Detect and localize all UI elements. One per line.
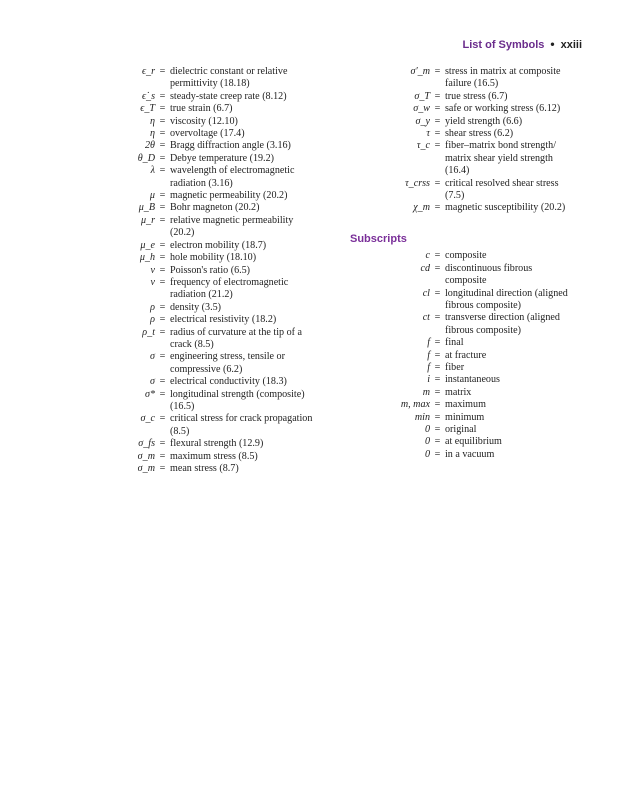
definition: maximum — [445, 399, 486, 411]
symbol: cd — [420, 262, 430, 274]
definition: final — [445, 337, 464, 349]
symbol: σ — [150, 351, 155, 363]
equals-sign: = — [159, 351, 166, 363]
equals-sign: = — [434, 411, 441, 423]
symbol: ν — [150, 264, 155, 276]
definition: transverse direction (aligned fibrous composite) — [445, 312, 560, 336]
symbol: ct — [422, 312, 430, 324]
symbol: η — [149, 128, 155, 140]
symbol-list-left — [120, 66, 320, 475]
equals-sign: = — [159, 152, 166, 164]
definition: Bragg diffraction angle (3.16) — [170, 140, 291, 152]
equals-sign: = — [434, 128, 441, 140]
equals-sign: = — [159, 438, 166, 450]
equals-sign: = — [159, 103, 166, 115]
symbol-entry — [120, 103, 320, 115]
symbol: σ_c — [140, 413, 155, 425]
equals-sign: = — [434, 312, 441, 324]
equals-sign: = — [159, 239, 166, 251]
symbol: μ_h — [139, 252, 155, 264]
symbol: 0 — [424, 436, 430, 448]
symbol-entry — [350, 387, 580, 399]
definition: critical stress for crack propagation (8.5) — [170, 413, 313, 437]
symbol: ρ — [150, 314, 155, 326]
symbol-entry — [120, 314, 320, 326]
definition: composite — [445, 250, 487, 262]
definition: electrical conductivity (18.3) — [170, 376, 287, 388]
definition: wavelength of electromagnetic radiation (3.16) — [170, 165, 295, 189]
symbol-entry — [350, 374, 580, 386]
equals-sign: = — [434, 140, 441, 152]
symbol-entry — [350, 263, 580, 288]
symbol: τ_crss — [405, 177, 430, 189]
equals-sign: = — [159, 450, 166, 462]
definition: original — [445, 423, 477, 435]
symbol-entry — [120, 252, 320, 264]
equals-sign: = — [434, 103, 441, 115]
symbol-entry — [120, 389, 320, 414]
definition: electrical resistivity (18.2) — [170, 314, 277, 326]
symbol: f — [427, 337, 430, 349]
symbol: ρ_t — [142, 326, 155, 338]
definition: longitudinal strength (composite) (16.5) — [170, 388, 305, 412]
symbol: θ_D — [137, 152, 155, 164]
definition: minimum — [445, 411, 485, 423]
symbol: η — [149, 115, 155, 127]
subscript-list — [350, 250, 580, 461]
symbol-entry — [120, 438, 320, 450]
symbol-entry — [120, 376, 320, 388]
symbol-entry — [120, 240, 320, 252]
definition: in a vacuum — [445, 448, 495, 460]
symbol: μ — [149, 190, 155, 202]
symbol-entry — [120, 116, 320, 128]
equals-sign: = — [434, 262, 441, 274]
equals-sign: = — [434, 66, 441, 77]
definition: electron mobility (18.7) — [170, 239, 267, 251]
symbol-entry — [120, 413, 320, 438]
symbol: 0 — [424, 448, 430, 460]
equals-sign: = — [159, 376, 166, 388]
definition: radius of curvature at the tip of a crack (8.5) — [170, 326, 303, 350]
definition: critical resolved shear stress (7.5) — [445, 177, 559, 202]
definition: maximum stress (8.5) — [170, 450, 258, 462]
symbol: ϵ̇_s — [141, 90, 155, 102]
symbol-entry — [350, 350, 580, 362]
equals-sign: = — [159, 128, 166, 140]
equals-sign: = — [159, 190, 166, 202]
symbol-entry — [350, 116, 580, 128]
definition: at equilibrium — [445, 436, 502, 448]
symbol: 2θ — [144, 140, 155, 152]
definition: dielectric constant or relative permittivity (18.18) — [170, 66, 288, 90]
symbol-entry — [120, 153, 320, 165]
definition: fiber — [445, 361, 465, 373]
equals-sign: = — [159, 326, 166, 338]
symbol-entry — [350, 103, 580, 115]
symbol-entry — [120, 190, 320, 202]
left-column — [120, 66, 320, 475]
symbol: cl — [422, 287, 430, 299]
definition: true strain (6.7) — [170, 103, 233, 115]
symbol-entry — [350, 399, 580, 411]
symbol-entry — [350, 178, 580, 203]
equals-sign: = — [434, 90, 441, 102]
definition: stress in matrix at composite failure (16.5) — [445, 66, 561, 90]
symbol: σ_fs — [138, 438, 155, 450]
equals-sign: = — [434, 423, 441, 435]
equals-sign: = — [434, 115, 441, 127]
symbol: ρ — [150, 301, 155, 313]
symbol-entry — [350, 424, 580, 436]
symbol-entry — [350, 337, 580, 349]
definition: safe or working stress (6.12) — [445, 103, 561, 115]
equals-sign: = — [159, 388, 166, 400]
definition: overvoltage (17.4) — [170, 128, 245, 140]
symbol-entry — [120, 463, 320, 475]
page-number: xxiii — [560, 39, 582, 51]
equals-sign: = — [434, 448, 441, 460]
header-separator: • — [550, 37, 555, 51]
symbol: μ_e — [140, 239, 155, 251]
symbol: ν — [150, 276, 155, 288]
symbol-entry — [120, 302, 320, 314]
equals-sign: = — [159, 301, 166, 313]
symbol: f — [427, 349, 430, 361]
definition: instantaneous — [445, 374, 500, 386]
symbol: τ_c — [416, 140, 430, 152]
symbol: 0 — [424, 423, 430, 435]
symbol: σ_y — [415, 115, 430, 127]
symbol-entry — [120, 351, 320, 376]
equals-sign: = — [159, 66, 166, 77]
symbol: λ — [150, 165, 155, 177]
symbol-entry — [120, 277, 320, 302]
definition: Bohr magneton (20.2) — [170, 202, 260, 214]
equals-sign: = — [159, 140, 166, 152]
symbol-entry — [350, 312, 580, 337]
equals-sign: = — [159, 413, 166, 425]
equals-sign: = — [159, 314, 166, 326]
definition: frequency of electromagnetic radiation (21.2) — [170, 276, 289, 301]
symbol: f — [427, 361, 430, 373]
equals-sign: = — [159, 165, 166, 177]
equals-sign: = — [434, 374, 441, 386]
definition: relative magnetic permeability (20.2) — [170, 214, 294, 239]
definition: Poisson's ratio (6.5) — [170, 264, 251, 276]
equals-sign: = — [159, 90, 166, 102]
symbol-entry — [350, 202, 580, 214]
symbol-list-right — [350, 66, 580, 215]
equals-sign: = — [159, 214, 166, 226]
symbol-entry — [120, 215, 320, 240]
equals-sign: = — [159, 202, 166, 214]
symbol-entry — [120, 451, 320, 463]
symbol: σ — [150, 376, 155, 388]
definition: flexural strength (12.9) — [170, 438, 264, 450]
definition: mean stress (8.7) — [170, 463, 239, 474]
equals-sign: = — [434, 337, 441, 349]
equals-sign: = — [434, 436, 441, 448]
definition: magnetic susceptibility (20.2) — [445, 202, 566, 214]
symbol-entry — [350, 449, 580, 461]
symbol-entry — [120, 265, 320, 277]
equals-sign: = — [434, 287, 441, 299]
definition: at fracture — [445, 349, 487, 361]
definition: yield strength (6.6) — [445, 115, 523, 127]
equals-sign: = — [159, 264, 166, 276]
equals-sign: = — [159, 463, 166, 474]
equals-sign: = — [434, 399, 441, 411]
definition: longitudinal direction (aligned fibrous composite) — [445, 287, 568, 311]
symbol-entry — [350, 66, 580, 91]
symbol-entry — [120, 165, 320, 190]
definition: discontinuous fibrous composite — [445, 262, 533, 287]
symbol: ϵ_T — [140, 103, 155, 115]
definition: viscosity (12.10) — [170, 115, 238, 127]
definition: fiber–matrix bond strength/ matrix shear yield strength (16.4) — [445, 140, 557, 177]
symbol-entry — [120, 128, 320, 140]
symbol-entry — [350, 91, 580, 103]
symbol: c — [425, 250, 430, 262]
symbol: χ_m — [413, 202, 430, 214]
symbol-entry — [120, 66, 320, 91]
definition: steady-state creep rate (8.12) — [170, 90, 287, 102]
symbol: σ_m — [137, 463, 155, 474]
symbol-entry — [350, 140, 580, 177]
equals-sign: = — [159, 276, 166, 288]
definition: density (3.5) — [170, 301, 222, 313]
equals-sign: = — [159, 252, 166, 264]
symbol: m, max — [400, 399, 430, 411]
definition: shear stress (6.2) — [445, 128, 514, 140]
symbol-entry — [350, 128, 580, 140]
symbol-entry — [120, 91, 320, 103]
equals-sign: = — [434, 177, 441, 189]
symbol: σ_T — [414, 90, 430, 102]
definition: hole mobility (18.10) — [170, 252, 257, 264]
symbol: σ* — [144, 388, 155, 400]
equals-sign: = — [159, 115, 166, 127]
symbol: σ′_m — [410, 66, 430, 77]
definition: magnetic permeability (20.2) — [170, 190, 288, 202]
symbol: σ_w — [413, 103, 430, 115]
symbol: τ — [426, 128, 430, 140]
symbol-entry — [350, 250, 580, 262]
symbol-entry — [350, 412, 580, 424]
right-column — [350, 66, 580, 461]
equals-sign: = — [434, 250, 441, 262]
section-title: List of Symbols — [462, 39, 545, 51]
symbol-entry — [350, 362, 580, 374]
definition: Debye temperature (19.2) — [170, 152, 274, 164]
equals-sign: = — [434, 386, 441, 398]
subscripts-heading: Subscripts — [350, 232, 407, 245]
symbol: σ_m — [137, 450, 155, 462]
symbol: m — [422, 386, 430, 398]
definition: true stress (6.7) — [445, 90, 508, 102]
symbol: ϵ_r — [141, 66, 155, 77]
symbol-entry — [350, 436, 580, 448]
symbol-entry — [120, 202, 320, 214]
definition: matrix — [445, 386, 472, 398]
symbol-entry — [120, 327, 320, 352]
equals-sign: = — [434, 361, 441, 373]
equals-sign: = — [434, 202, 441, 214]
symbol: min — [414, 411, 430, 423]
symbol-entry — [350, 288, 580, 313]
symbol: i — [427, 374, 430, 386]
symbol: μ_B — [138, 202, 155, 214]
running-header — [462, 37, 582, 51]
symbol-entry — [120, 140, 320, 152]
equals-sign: = — [434, 349, 441, 361]
symbol: μ_r — [140, 214, 155, 226]
definition: engineering stress, tensile or compressive (6.2) — [170, 351, 285, 375]
